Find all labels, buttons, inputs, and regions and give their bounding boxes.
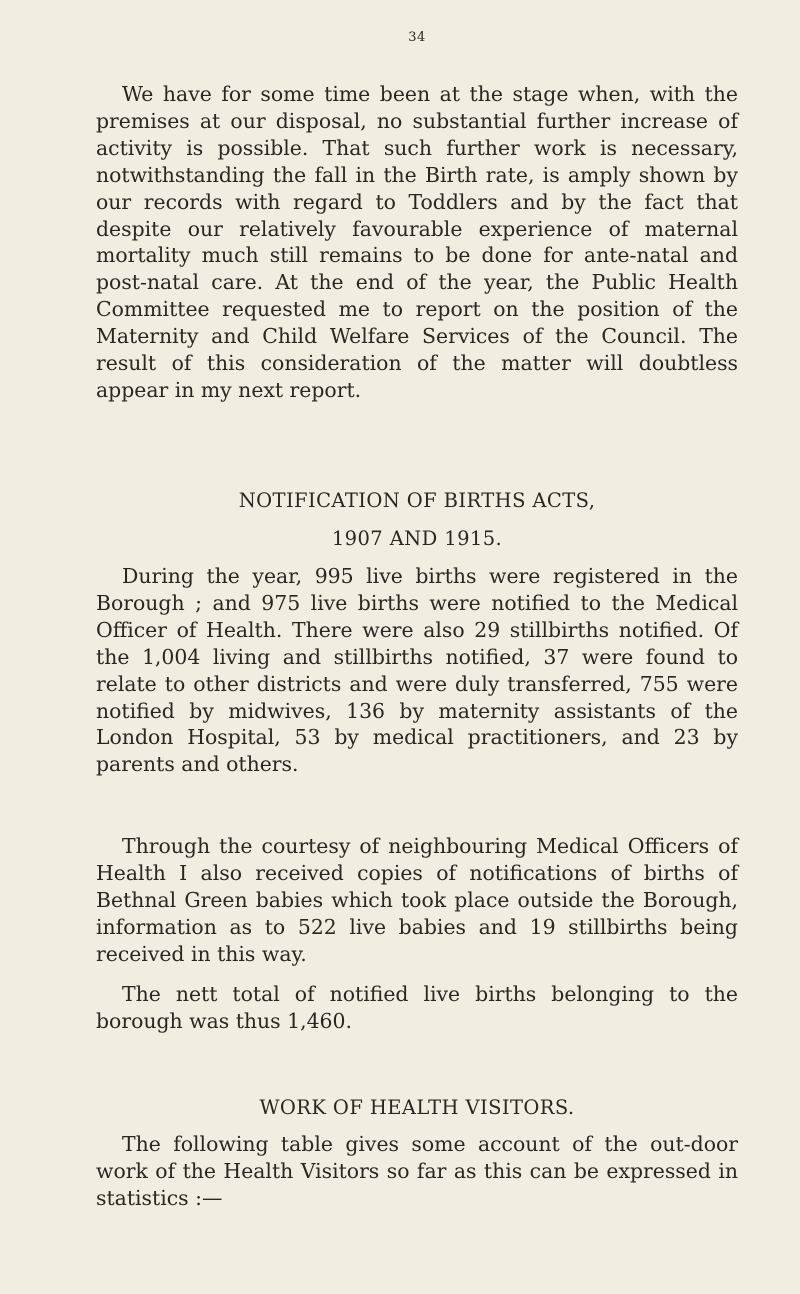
health-visitors-heading: WORK OF HEALTH VISITORS. — [259, 1096, 575, 1119]
notification-heading-line2: 1907 AND 1915. — [331, 527, 503, 550]
neighbouring-officers-paragraph: Through the courtesy of neighbouring Medical Officers of Health I also received copies of notifications of births of Bethnal Green babies which took place outside the Borough, information as to 522 live babies and 19 stillbirths being received in this way. — [96, 834, 738, 966]
document-page — [96, 0, 738, 1294]
page-number: 34 — [408, 30, 426, 45]
births-registered-paragraph: During the year, 995 live births were registered in the Borough ; and 975 live births were notified to the Medical Officer of Health. There were also 29 stillbirths notified. Of the 1,004 living and stillbirths notified, 37 were found to relate to other districts and were duly transferred, 755 were notified by midwives, 136 by maternity assistants of the London Hospital, 53 by medical practitioners, and 23 by parents and others. — [96, 564, 738, 777]
nett-total-paragraph: The nett total of notified live births belonging to the borough was thus 1,460. — [96, 982, 738, 1033]
health-visitors-paragraph: The following table gives some account of the out-door work of the Health Visitors so far as this can be expressed in statistics :— — [96, 1132, 738, 1210]
notification-heading-line1: NOTIFICATION OF BIRTHS ACTS, — [238, 489, 596, 512]
intro-paragraph: We have for some time been at the stage when, with the premises at our disposal, no substantial further increase of activity is possible. That such further work is necessary, notwithstanding the fall in the Birth rate, is amply shown by our records with regard to Toddlers and by the fact that despite our relatively favourable experience of maternal mortality much still remains to be done for ante-natal and post-natal care. At the end of the year, the Public Health Committee requested me to report on the position of the Maternity and Child Welfare Services of the Council. The result of this consideration of the matter will doubtless appear in my next report. — [96, 82, 738, 402]
